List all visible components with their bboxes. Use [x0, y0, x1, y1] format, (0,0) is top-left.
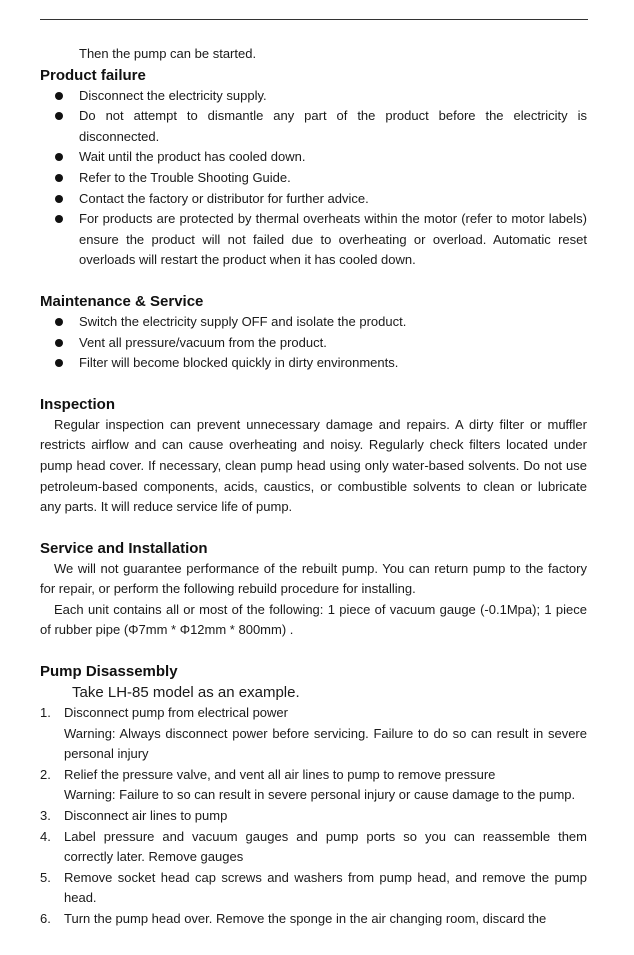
- header-rule: [40, 19, 588, 20]
- disassembly-steps: [40, 703, 587, 930]
- maintenance-list: [40, 312, 587, 374]
- list-item: Wait until the product has cooled down.: [40, 147, 587, 168]
- service-heading: Service and Installation: [40, 539, 208, 557]
- step-number: 3.: [40, 808, 51, 824]
- product-failure-list: [40, 86, 587, 271]
- step-item: [40, 827, 587, 868]
- intro-line: Then the pump can be started.: [79, 46, 257, 61]
- step-warning: Warning: Failure to so can result in severe personal injury or cause damage to the pump.: [64, 787, 576, 803]
- step-number: 2.: [40, 766, 51, 782]
- step-text: Disconnect air lines to pump: [64, 808, 228, 824]
- service-section: [40, 538, 587, 641]
- step-text: Disconnect pump from electrical power: [64, 705, 288, 721]
- maintenance-section: [40, 291, 587, 374]
- service-paragraph-1: We will not guarantee performance of the rebuilt pump. You can return pump to the factory for repair, or perform the following rebuild procedure for installing.: [40, 560, 587, 597]
- list-item: Disconnect the electricity supply.: [40, 86, 587, 107]
- maintenance-heading: Maintenance & Service: [40, 292, 204, 310]
- step-text: Turn the pump head over. Remove the sponge in the air changing room, discard the: [64, 911, 547, 926]
- disassembly-section: [40, 661, 587, 930]
- step-number: 6.: [40, 911, 51, 926]
- step-text: Label pressure and vacuum gauges and pump ports so you can reassemble them correctly later. Remove gauges: [64, 828, 587, 865]
- step-item: [40, 703, 587, 765]
- inspection-text: Regular inspection can prevent unnecessary damage and repairs. A dirty filter or muffler restricts airflow and can cause overheating and noisy. Regularly check filters located under pump head cover. If necessary, clean pump head using only water-based solvents. Do not use petroleum-based components, acids, caustics, or combustible solvents to clean or lubricate any parts. It will reduce service life of pump.: [40, 416, 587, 515]
- list-item: Contact the factory or distributor for further advice.: [40, 189, 587, 210]
- product-failure-section: [40, 65, 587, 271]
- document-page: [40, 44, 587, 930]
- step-text: Remove socket head cap screws and washers from pump head, and remove the pump head.: [64, 869, 587, 906]
- step-item: [40, 909, 587, 930]
- step-item: [40, 806, 587, 827]
- step-number: 5.: [40, 869, 51, 885]
- step-number: 1.: [40, 705, 51, 721]
- list-item: Vent all pressure/vacuum from the product.: [40, 333, 587, 354]
- disassembly-example: Take LH-85 model as an example.: [72, 684, 300, 702]
- service-paragraph-2: Each unit contains all or most of the following: 1 piece of vacuum gauge (-0.1Mpa); 1 piece of rubber pipe (Φ7mm * Φ12mm * 800mm) .: [40, 601, 587, 638]
- step-text: Relief the pressure valve, and vent all air lines to pump to remove pressure: [64, 766, 496, 782]
- list-item: Refer to the Trouble Shooting Guide.: [40, 168, 587, 189]
- step-item: [40, 765, 587, 806]
- product-failure-heading: Product failure: [40, 66, 146, 84]
- disassembly-heading: Pump Disassembly: [40, 663, 178, 681]
- list-item: For products are protected by thermal overheats within the motor (refer to motor labels) ensure the product will not failed due to overheating or overload. Automatic reset overloads will restart the product when it has cooled down.: [40, 209, 587, 271]
- list-item: Filter will become blocked quickly in dirty environments.: [40, 353, 587, 374]
- step-warning: Warning: Always disconnect power before servicing. Failure to do so can result in severe personal injury: [64, 725, 587, 762]
- list-item: Switch the electricity supply OFF and isolate the product.: [40, 312, 587, 333]
- inspection-heading: Inspection: [40, 395, 116, 413]
- step-item: [40, 868, 587, 909]
- step-number: 4.: [40, 828, 51, 844]
- list-item: Do not attempt to dismantle any part of the product before the electricity is disconnected.: [40, 106, 587, 147]
- inspection-section: [40, 394, 587, 518]
